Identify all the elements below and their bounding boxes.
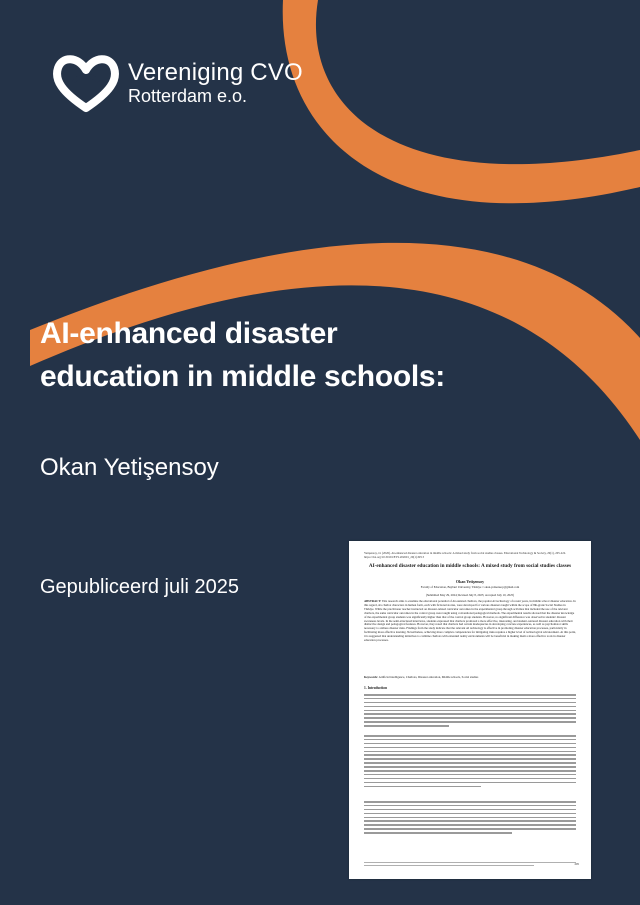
thumbnail-affiliation: Faculty of Education, Bayburt University, Türkiye // okan.yetisensoy@gmail.com [420, 585, 520, 589]
thumbnail-citation: Yetişensoy, O. (2026). AI-enhanced disaster education in middle schools: A mixed study from social studies classes. Educational Technology & Society, 29(1), 205-222. https://doi.org/10.30191/ETS.202601_29(1).SP13 [364, 551, 567, 559]
paper-thumbnail [349, 541, 591, 879]
publication-date: Gepubliceerd juli 2025 [40, 576, 240, 598]
page-title [40, 312, 600, 398]
logo-name: Vereniging CVO [128, 58, 303, 86]
thumbnail-keywords [364, 675, 576, 679]
heart-knot-logo-icon [52, 52, 120, 114]
thumbnail-abstract [364, 600, 576, 643]
abstract-text: This research aims to examine the educational potential of AI-assisted chatbots, the popular AI technology of recent years, in middle school disaster education. In this regard, six chatbot characters in human form, each with fictional stories, were developed for various disasters taught within the scope of 8th-grade Social Studies in Türkiye. While the practitioner teacher instructed on disaster-related curricular outcomes in the experimental group through activities that included the use of the relevant chatbots, the same curricular outcomes in the control group were taught using conventional pedagogical methods. The experimental results showed that the disaster knowledge of the experimental group students was significantly higher than that of the control group students. However, no significant difference was observed in students' disaster awareness levels. In the semi-structured interviews, students expressed that chatbots promoted a more effective, interesting, and student-centered disaster education with their distinctive design and pedagogical features. However, they noted that chatbots had certain inadequacies in developing concrete experiences, as well as psychomotor skills necessary to address disaster risks. Findings from the study indicate that the relevant AI technology is effective in promoting disaster education processes, particularly in facilitating more effective learning. Nevertheless, achieving more complex competencies for mitigating risks requires a higher level of technological advancement. At this point, it is suggested that understanding initiatives to combine chatbots with extended reality environments will be beneficial in making them a more effective tools in disaster education processes. [364, 599, 576, 643]
thumbnail-footer [364, 862, 576, 868]
keywords-text: Artificial intelligence, Chatbots, Disaster education, Middle schools, Social studies [378, 675, 479, 679]
thumbnail-dates: (Submitted May 29, 2024; Revised July 8, 2025; Accepted July 10, 2025) [425, 593, 515, 597]
body-paragraph-1 [364, 694, 576, 729]
upper-arc [283, 0, 640, 203]
organization-logo [52, 52, 303, 114]
thumbnail-author: Okan Yetişensoy [455, 579, 485, 584]
keywords-label: Keywords: [364, 675, 378, 679]
title-line-2: education in middle schools: [40, 360, 445, 393]
logo-subtitle: Rotterdam e.o. [128, 86, 248, 107]
body-paragraph-2 [364, 735, 576, 789]
author-name: Okan Yetişensoy [40, 454, 219, 481]
abstract-label: ABSTRACT: [364, 599, 382, 603]
thumbnail-section-heading: 1. Introduction [364, 686, 388, 690]
thumbnail-title: AI-enhanced disaster education in middle schools: A mixed study from social studies classes [368, 563, 572, 569]
thumbnail-page-number: 205 [574, 862, 579, 866]
body-paragraph-3 [364, 801, 576, 836]
title-line-1: AI-enhanced disaster [40, 317, 338, 350]
